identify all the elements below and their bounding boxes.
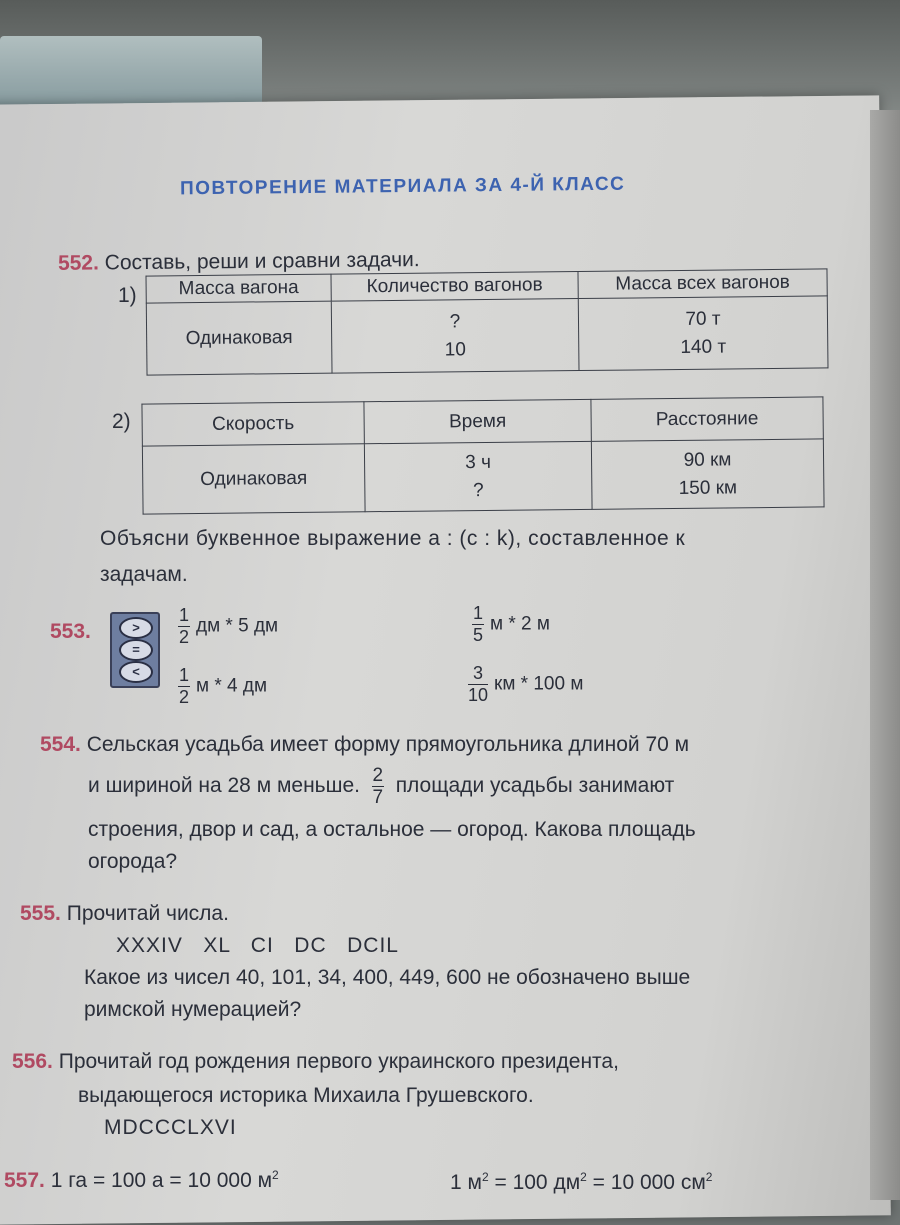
- explain-line-1: Объясни буквенное выражение a : (c : k), составленное к: [100, 527, 686, 550]
- denominator: 5: [472, 625, 483, 645]
- superscript: 2: [580, 1170, 587, 1184]
- numerator: 1: [178, 665, 189, 685]
- table-cell: [591, 439, 824, 509]
- compare-item: [178, 666, 267, 707]
- compare-expression: м * 2 м: [490, 613, 550, 635]
- less-sign: <: [119, 661, 153, 683]
- denominator: 7: [372, 787, 384, 808]
- superscript: 2: [481, 1170, 489, 1184]
- task-number: 552.: [57, 251, 99, 275]
- table-cell: [331, 299, 579, 374]
- denominator: 2: [178, 687, 189, 707]
- roman-numerals: XXXIV XL CI DC DCIL: [116, 934, 399, 957]
- task-555-question-2: римской нумерацией?: [84, 998, 302, 1021]
- cell-line: 10: [444, 338, 466, 360]
- fraction: [178, 666, 190, 707]
- task-number: 554.: [40, 733, 81, 756]
- compare-item: [472, 604, 550, 645]
- task-text: Сельская усадьба имеет форму прямоугольника длиной 70 м: [86, 733, 690, 756]
- task-number: 553.: [50, 620, 91, 643]
- compare-item: [178, 606, 278, 647]
- denominator: 10: [468, 685, 489, 705]
- cell-line: 150 км: [678, 476, 738, 499]
- task-text: Прочитай числа.: [66, 902, 229, 925]
- task-text: площади усадьбы занимают: [395, 774, 675, 798]
- task-text: = 10 000 см: [586, 1171, 706, 1194]
- cell-line: 140 т: [680, 335, 727, 358]
- task-556: [12, 1050, 619, 1074]
- task-text: Составь, реши и сравни задачи.: [104, 248, 420, 275]
- task-text: и шириной на 28 м меньше.: [88, 774, 360, 798]
- equal-sign: =: [119, 639, 153, 661]
- table-1-label: 1): [118, 284, 137, 307]
- task-text: = 100 дм: [488, 1171, 581, 1194]
- table-wagons: [145, 268, 828, 375]
- page-heading: ПОВТОРЕНИЕ МАТЕРИАЛА ЗА 4-Й КЛАСС: [179, 173, 626, 200]
- table-header: Масса вагона: [146, 274, 331, 303]
- task-text: Прочитай год рождения первого украинского президента,: [58, 1050, 619, 1073]
- task-number: 555.: [20, 902, 61, 925]
- task-554-line-1: [40, 733, 689, 757]
- task-text: 1 м: [450, 1171, 482, 1194]
- denominator: 2: [178, 627, 189, 647]
- compare-expression: км * 100 м: [494, 673, 584, 695]
- task-554-line-4: огорода?: [88, 850, 178, 873]
- cell-line: ?: [472, 479, 484, 501]
- task-554-line-3: строения, двор и сад, а остальное — огород. Какова площадь: [88, 818, 696, 841]
- greater-sign: >: [119, 617, 153, 639]
- numerator: 3: [473, 663, 484, 683]
- superscript: 2: [272, 1168, 279, 1182]
- table-speed: [141, 396, 824, 514]
- fraction: [468, 664, 488, 705]
- task-555-question-1: Какое из чисел 40, 101, 34, 400, 449, 600 не обозначено выше: [84, 966, 691, 989]
- table-2-label: 2): [112, 410, 131, 433]
- task-557-right: [450, 1170, 712, 1195]
- compare-expression: м * 4 дм: [196, 675, 268, 697]
- numerator: 2: [372, 765, 384, 786]
- task-text: 1 га = 100 а = 10 000 м: [50, 1169, 273, 1192]
- table-cell: [578, 296, 828, 371]
- superscript: 2: [705, 1170, 713, 1184]
- fraction: [178, 606, 190, 647]
- compare-signs-icon: [110, 612, 160, 688]
- task-554-line-2: [88, 766, 674, 807]
- cell-line: 70 т: [685, 308, 721, 330]
- table-header: Скорость: [142, 402, 364, 446]
- cell-line: 3 ч: [465, 451, 492, 473]
- task-555: [20, 902, 229, 926]
- cell-line: ?: [449, 310, 461, 332]
- table-cell: Одинаковая: [142, 444, 365, 514]
- task-557: [4, 1168, 279, 1193]
- table-cell: Одинаковая: [146, 301, 332, 375]
- compare-expression: дм * 5 дм: [196, 615, 279, 637]
- explain-line-2: задачам.: [100, 563, 188, 586]
- task-number: 557.: [4, 1169, 45, 1192]
- table-cell: [364, 441, 592, 511]
- task-556-line-2: выдающегося историка Михаила Грушевского.: [78, 1084, 534, 1107]
- compare-item: [468, 664, 583, 705]
- page-edge: [870, 110, 900, 1200]
- numerator: 1: [178, 605, 189, 625]
- table-header: Время: [364, 399, 591, 443]
- table-header: Масса всех вагонов: [578, 269, 827, 299]
- cell-line: 90 км: [683, 448, 732, 471]
- numerator: 1: [472, 603, 483, 623]
- task-552: [58, 248, 420, 276]
- roman-year: MDCCCLXVI: [104, 1116, 237, 1139]
- task-number: 556.: [12, 1050, 53, 1073]
- fraction: [472, 604, 484, 645]
- fraction: [372, 766, 384, 807]
- table-header: Расстояние: [591, 397, 823, 441]
- table-header: Количество вагонов: [331, 272, 578, 302]
